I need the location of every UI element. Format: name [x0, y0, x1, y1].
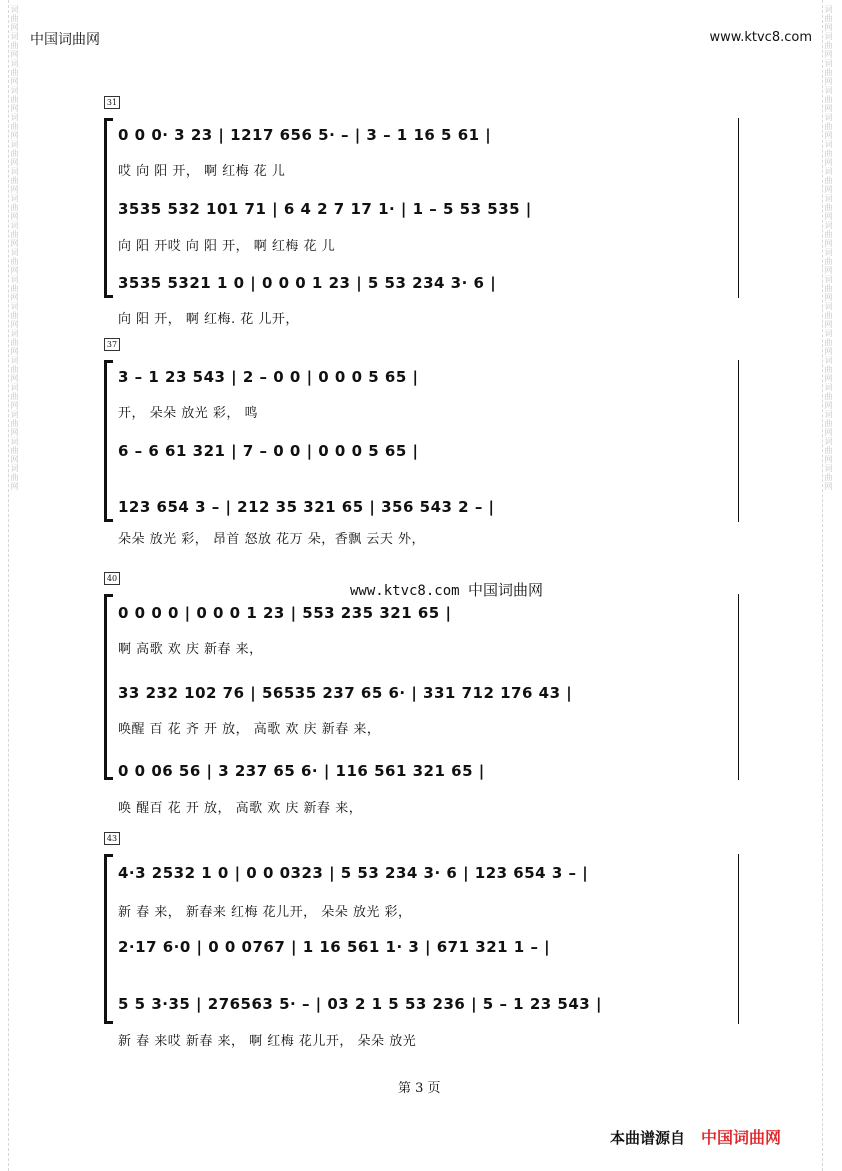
- system-end-barline: [738, 854, 739, 1024]
- notation-row: 0 0 0· 3 23 | 1217 656 5· – | 3 – 1 16 5 61 |: [118, 126, 492, 144]
- lyrics-row: 开， 朵朵 放光 彩， 鸣: [118, 406, 259, 421]
- notation-row: 33 232 102 76 | 56535 237 65 6· | 331 712 176 43 |: [118, 684, 573, 702]
- site-url: www.ktvc8.com: [709, 30, 812, 45]
- system-end-barline: [738, 360, 739, 522]
- measure-number: 31: [104, 96, 120, 109]
- lyrics-row: 哎 向 阳 开， 啊 红梅 花 儿: [118, 164, 286, 179]
- measure-number: 40: [104, 572, 120, 585]
- brand-name: 中国词曲网: [701, 1128, 782, 1147]
- center-watermark-url: www.ktvc8.com: [350, 583, 460, 599]
- lyrics-row: 新 春 来哎 新春 来， 啊 红梅 花儿开， 朵朵 放光: [118, 1034, 417, 1049]
- lyrics-row: 向 阳 开哎 向 阳 开， 啊 红梅 花 儿: [118, 239, 336, 254]
- notation-row: 2·17 6·0 | 0 0 0767 | 1 16 561 1· 3 | 671 321 1 – |: [118, 938, 551, 956]
- notation-row: 5 5 3·35 | 276563 5· – | 03 2 1 5 53 236 | 5 – 1 23 543 |: [118, 995, 602, 1013]
- measure-number: 43: [104, 832, 120, 845]
- system-end-barline: [738, 594, 739, 780]
- page-number: 第 3 页: [398, 1081, 441, 1096]
- center-watermark: [350, 579, 543, 600]
- lyrics-row: 朵朵 放光 彩， 昂首 怒放 花万 朵，香飘 云天 外，: [118, 532, 426, 547]
- notation-row: 6 – 6 61 321 | 7 – 0 0 | 0 0 0 5 65 |: [118, 442, 419, 460]
- source-label: 本曲谱源自: [610, 1129, 686, 1147]
- notation-row: 3535 5321 1 0 | 0 0 0 1 23 | 5 53 234 3· 6 |: [118, 274, 497, 292]
- notation-row: 0 0 0 0 | 0 0 0 1 23 | 553 235 321 65 |: [118, 604, 452, 622]
- lyrics-row: 唤醒 百 花 齐 开 放， 高歌 欢 庆 新春 来，: [118, 722, 381, 737]
- lyrics-row: 向 阳 开， 啊 红梅. 花 儿开，: [118, 312, 299, 327]
- lyrics-row: 啊 高歌 欢 庆 新春 来，: [118, 642, 263, 657]
- lyrics-row: 新 春 来， 新春来 红梅 花儿开， 朵朵 放光 彩，: [118, 905, 412, 920]
- system-brace: [104, 118, 115, 298]
- lyrics-row: 唤 醒百 花 开 放， 高歌 欢 庆 新春 来，: [118, 801, 363, 816]
- right-side-watermark: 词曲网词曲网词曲网词曲网词曲网词曲网词曲网词曲网词曲网词曲网词曲网词曲网词曲网词曲网词曲网词曲网词曲网词曲网: [824, 5, 833, 491]
- notation-row: 3 – 1 23 543 | 2 – 0 0 | 0 0 0 5 65 |: [118, 368, 419, 386]
- system-end-barline: [738, 118, 739, 298]
- system-brace: [104, 854, 115, 1024]
- notation-row: 0 0 06 56 | 3 237 65 6· | 116 561 321 65 |: [118, 762, 485, 780]
- notation-row: 4·3 2532 1 0 | 0 0 0323 | 5 53 234 3· 6 | 123 654 3 – |: [118, 864, 589, 882]
- system-brace: [104, 594, 115, 780]
- site-name: 中国词曲网: [30, 32, 100, 48]
- notation-row: 123 654 3 – | 212 35 321 65 | 356 543 2 – |: [118, 498, 495, 516]
- measure-number: 37: [104, 338, 120, 351]
- notation-row: 3535 532 101 71 | 6 4 2 7 17 1· | 1 – 5 53 535 |: [118, 200, 532, 218]
- left-side-watermark: 词曲网词曲网词曲网词曲网词曲网词曲网词曲网词曲网词曲网词曲网词曲网词曲网词曲网词曲网词曲网词曲网词曲网词曲网: [10, 5, 19, 491]
- source-footer: [610, 1125, 781, 1148]
- system-brace: [104, 360, 115, 522]
- center-watermark-name: 中国词曲网: [468, 581, 544, 599]
